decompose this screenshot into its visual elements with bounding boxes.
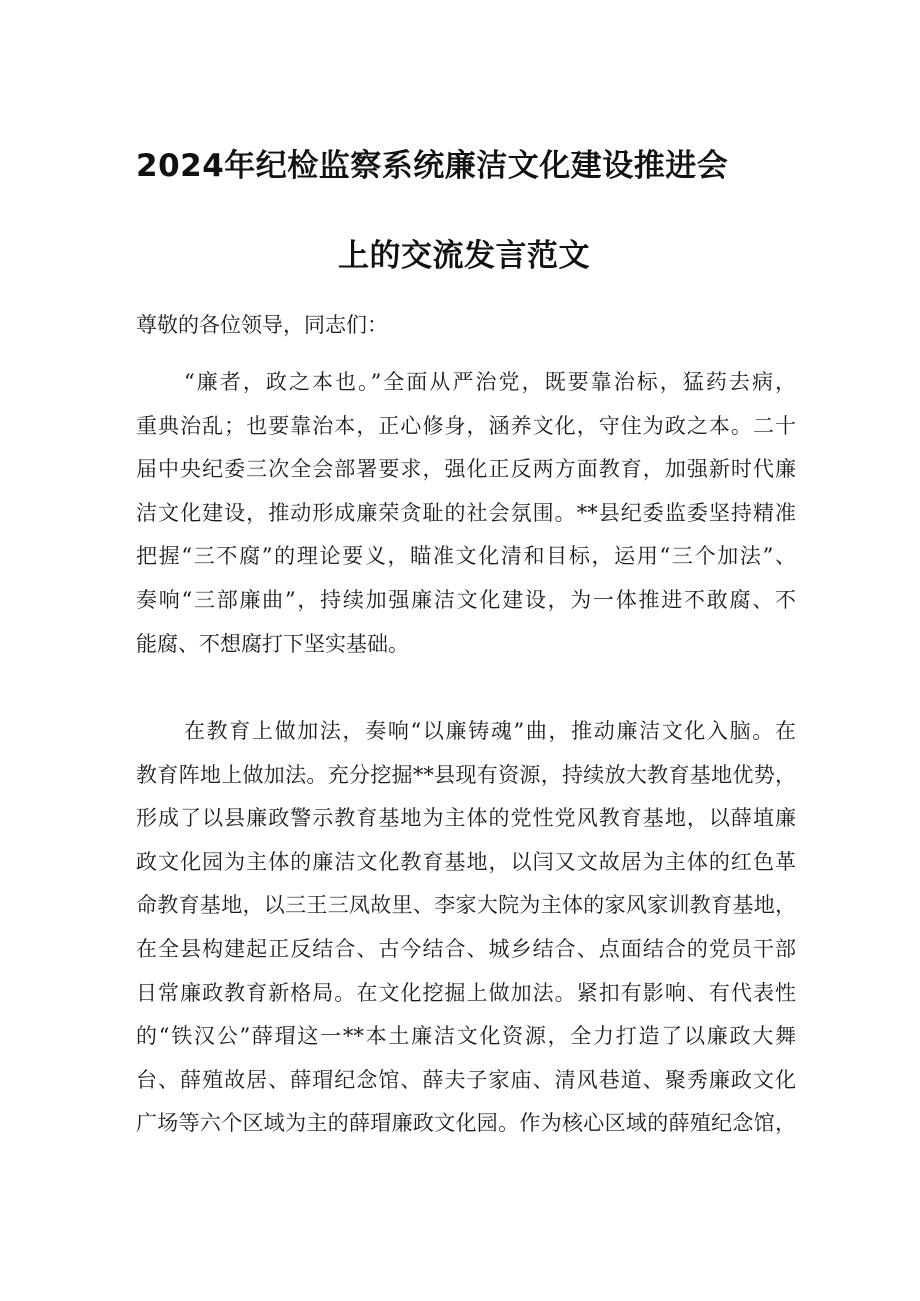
paragraph-2-line: 命教育基地，以三王三凤故里、李家大院为主体的家风家训教育基地， [136,893,796,918]
paragraph-1-line: 把握“三不腐”的理论要义，瞄准文化清和目标，运用“三个加法”、 [136,544,796,569]
paragraph-2-line: 教育阵地上做加法。充分挖掘**县现有资源，持续放大教育基地优势， [136,762,796,787]
paragraph-2 [136,717,796,1153]
paragraph-2-line: 的“铁汉公”薛瑁这一**本土廉洁文化资源，全力打造了以廉政大舞 [136,1024,796,1049]
paragraph-2-line: 台、薛殖故居、薛瑁纪念馆、薛夫子家庙、清风巷道、聚秀廉政文化 [136,1067,796,1092]
document-title-line-1: 2024年纪检监察系统廉洁文化建设推进会 [136,148,729,184]
paragraph-2-line: 在教育上做加法，奏响“以廉铸魂”曲，推动廉洁文化入脑。在 [184,719,796,743]
paragraph-1 [136,368,796,673]
paragraph-2-line: 政文化园为主体的廉洁文化教育基地，以闫又文故居为主体的红色革 [136,849,796,874]
paragraph-2-line: 广场等六个区域为主的薛瑁廉政文化园。作为核心区域的薛殖纪念馆， [136,1111,796,1136]
paragraph-2-line: 日常廉政教育新格局。在文化挖掘上做加法。紧扣有影响、有代表性 [136,980,796,1005]
paragraph-1-line: 洁文化建设，推动形成廉荣贪耻的社会氛围。**县纪委监委坚持精准 [136,500,796,525]
paragraph-1-line: “廉者，政之本也。”全面从严治党，既要靠治标，猛药去病， [184,370,796,394]
document-title-line-2: 上的交流发言范文 [338,238,590,274]
paragraph-1-line: 届中央纪委三次全会部署要求，强化正反两方面教育，加强新时代廉 [136,457,796,482]
paragraph-2-line: 形成了以县廉政警示教育基地为主体的党性党风教育基地，以薛埴廉 [136,806,796,831]
paragraph-2-line: 在全县构建起正反结合、古今结合、城乡结合、点面结合的党员干部 [136,936,796,961]
paragraph-1-line: 能腐、不想腐打下坚实基础。 [136,631,409,656]
salutation: 尊敬的各位领导，同志们： [136,313,388,337]
paragraph-1-line: 奏响“三部廉曲”，持续加强廉洁文化建设，为一体推进不敢腐、不 [136,587,796,612]
paragraph-1-line: 重典治乱；也要靠治本，正心修身，涵养文化，守住为政之本。二十 [136,413,796,438]
